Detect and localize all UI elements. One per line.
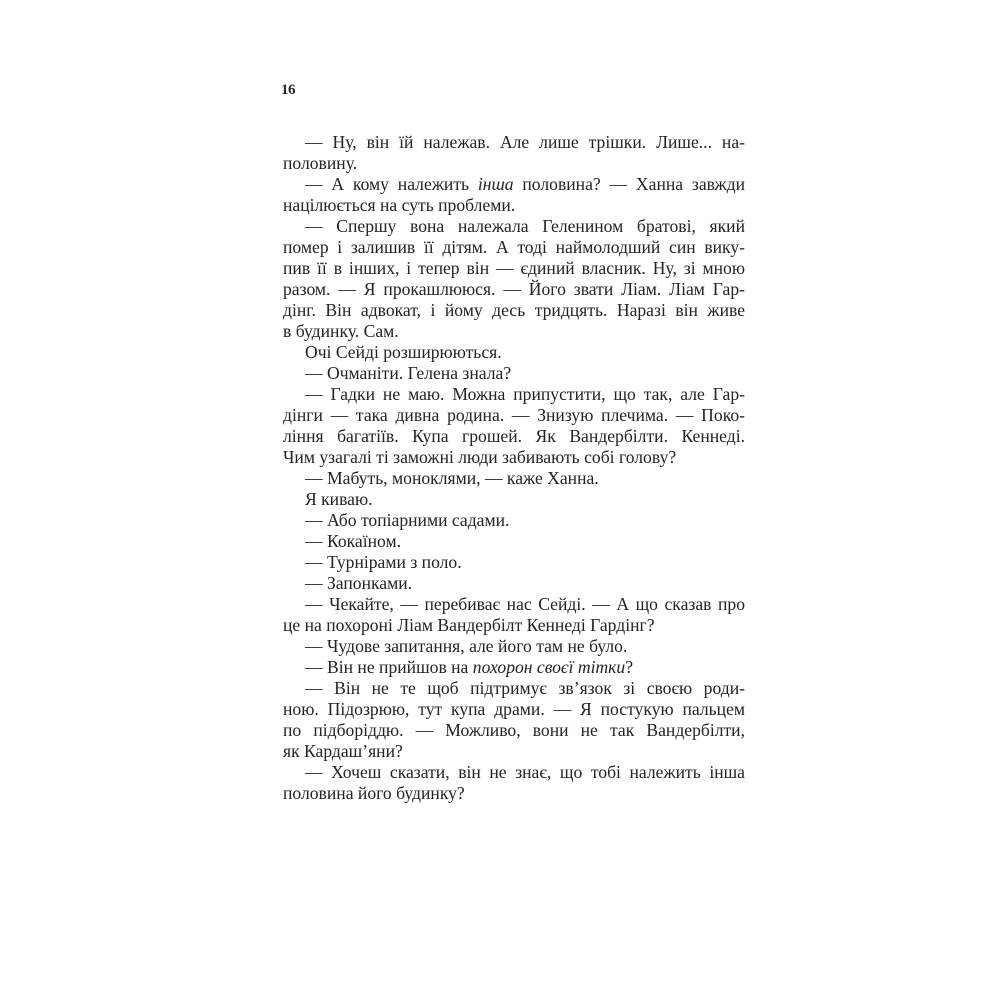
text-line: половину. <box>283 153 358 173</box>
text-line: це на похороні Ліам Вандербілт Кеннеді Гардінг? <box>283 615 655 635</box>
text-segment: ? <box>625 657 634 677</box>
text-line: ління багатіїв. Купа грошей. Як Вандербілти. Кеннеді. <box>283 426 745 446</box>
text-line: Чим узагалі ті заможні люди забивають собі голову? <box>283 447 677 467</box>
text-segment: половина? — Ханна завжди <box>513 174 745 194</box>
text-line: націлюється на суть проблеми. <box>283 195 516 215</box>
text-line: по підборіддю. — Можливо, вони не так Вандербілти, <box>283 720 745 740</box>
text-line: — Очманіти. Гелена знала? <box>305 363 512 383</box>
text-line: — Хочеш сказати, він не знає, що тобі належить інша <box>305 762 745 782</box>
text-line: — Запонками. <box>305 573 413 593</box>
text-line: — Він не те щоб підтримує зв’язок зі своєю роди- <box>305 678 745 698</box>
text-line: — Або топіарними садами. <box>305 510 510 530</box>
text-line: разом. — Я прокашлююся. — Його звати Ліам. Ліам Гар- <box>283 279 745 299</box>
body-text <box>283 132 745 804</box>
text-line: — Ну, він їй належав. Але лише трішки. Лише... на- <box>305 132 745 152</box>
text-line <box>283 174 745 195</box>
text-line: Очі Сейді розширюються. <box>305 342 502 362</box>
text-line: Я киваю. <box>305 489 373 509</box>
text-line: як Кардаш’яни? <box>283 741 403 761</box>
text-line: — Турнірами з поло. <box>305 552 462 572</box>
text-line: помер і залишив її дітям. А тоді наймолодший син вику- <box>283 237 745 257</box>
text-line: половина його будинку? <box>283 783 465 803</box>
italic-emphasis: похорон своєї тітки <box>472 657 626 677</box>
text-line: — Чекайте, — перебиває нас Сейді. — А що сказав про <box>305 594 745 614</box>
text-segment: — А кому належить <box>305 174 478 194</box>
text-line: пив її в інших, і тепер він — єдиний власник. Ну, зі мною <box>283 258 745 278</box>
italic-emphasis: інша <box>477 174 514 194</box>
page-number: 16 <box>281 82 295 98</box>
text-line: — Кокаїном. <box>305 531 402 551</box>
text-line: — Чудове запитання, але його там не було. <box>305 636 628 656</box>
text-line: — Спершу вона належала Геленином братові, який <box>305 216 745 236</box>
text-line: — Мабуть, моноклями, — каже Ханна. <box>305 468 599 488</box>
text-line <box>283 657 745 678</box>
text-line: дінги — така дивна родина. — Знизую плечима. — Поко- <box>283 405 745 425</box>
text-line: в будинку. Сам. <box>283 321 399 341</box>
text-line: ною. Підозрюю, тут купа драми. — Я постукую пальцем <box>283 699 745 719</box>
text-segment: — Він не прийшов на <box>305 657 473 677</box>
text-line: дінг. Він адвокат, і йому десь тридцять. Наразі він живе <box>283 300 745 320</box>
text-line: — Гадки не маю. Можна припустити, що так, але Гар- <box>305 384 745 404</box>
